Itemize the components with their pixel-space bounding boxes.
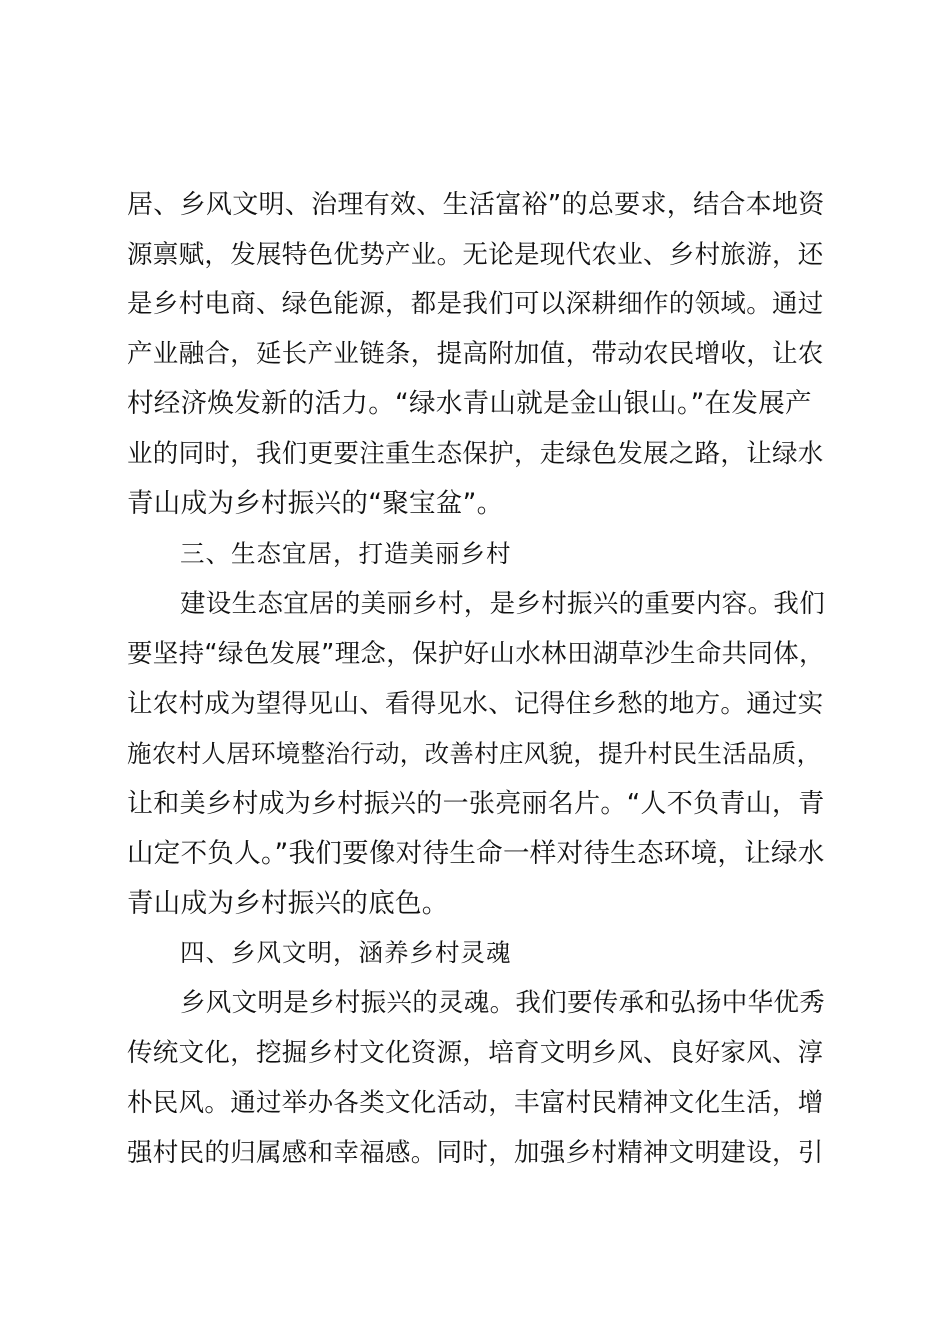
body-text-line: 村经济焕发新的活力。“绿水青山就是金山银山。”在发展产 [127, 388, 812, 419]
body-text-line: 青山成为乡村振兴的“聚宝盆”。 [127, 488, 504, 519]
section-heading: 四、乡风文明，涵养乡村灵魂 [180, 938, 512, 967]
section-heading: 三、生态宜居，打造美丽乡村 [180, 539, 512, 568]
body-text-line: 施农村人居环境整治行动，改善村庄风貌，提升村民生活品质， [127, 739, 822, 768]
body-text-line: 传统文化，挖掘乡村文化资源，培育文明乡风、良好家风、淳 [127, 1038, 824, 1068]
body-text-line: 是乡村电商、绿色能源，都是我们可以深耕细作的领域。通过 [127, 289, 824, 319]
body-text-line: 源禀赋，发展特色优势产业。无论是现代农业、乡村旅游，还 [127, 240, 824, 270]
body-text-line: 要坚持“绿色发展”理念，保护好山水林田湖草沙生命共同体， [127, 639, 825, 669]
body-text-line: 青山成为乡村振兴的底色。 [127, 888, 449, 919]
body-text-line: 产业融合，延长产业链条，提高附加值，带动农民增收，让农 [127, 339, 824, 369]
body-text-line: 让和美乡村成为乡村振兴的一张亮丽名片。“人不负青山，青 [127, 789, 825, 819]
body-text-line: 居、乡风文明、治理有效、生活富裕”的总要求，结合本地资 [127, 190, 825, 220]
body-text-line: 朴民风。通过举办各类文化活动，丰富村民精神文化生活，增 [127, 1088, 824, 1118]
body-text-line: 业的同时，我们更要注重生态保护，走绿色发展之路，让绿水 [127, 439, 824, 469]
paragraph-first-line: 建设生态宜居的美丽乡村，是乡村振兴的重要内容。我们 [180, 589, 826, 619]
paragraph-first-line: 乡风文明是乡村振兴的灵魂。我们要传承和弘扬中华优秀 [180, 988, 826, 1018]
body-text-line: 让农村成为望得见山、看得见水、记得住乡愁的地方。通过实 [127, 689, 824, 719]
body-text-line: 强村民的归属感和幸福感。同时，加强乡村精神文明建设，引 [127, 1138, 824, 1168]
body-text-line: 山定不负人。”我们要像对待生命一样对待生态环境，让绿水 [127, 838, 825, 869]
